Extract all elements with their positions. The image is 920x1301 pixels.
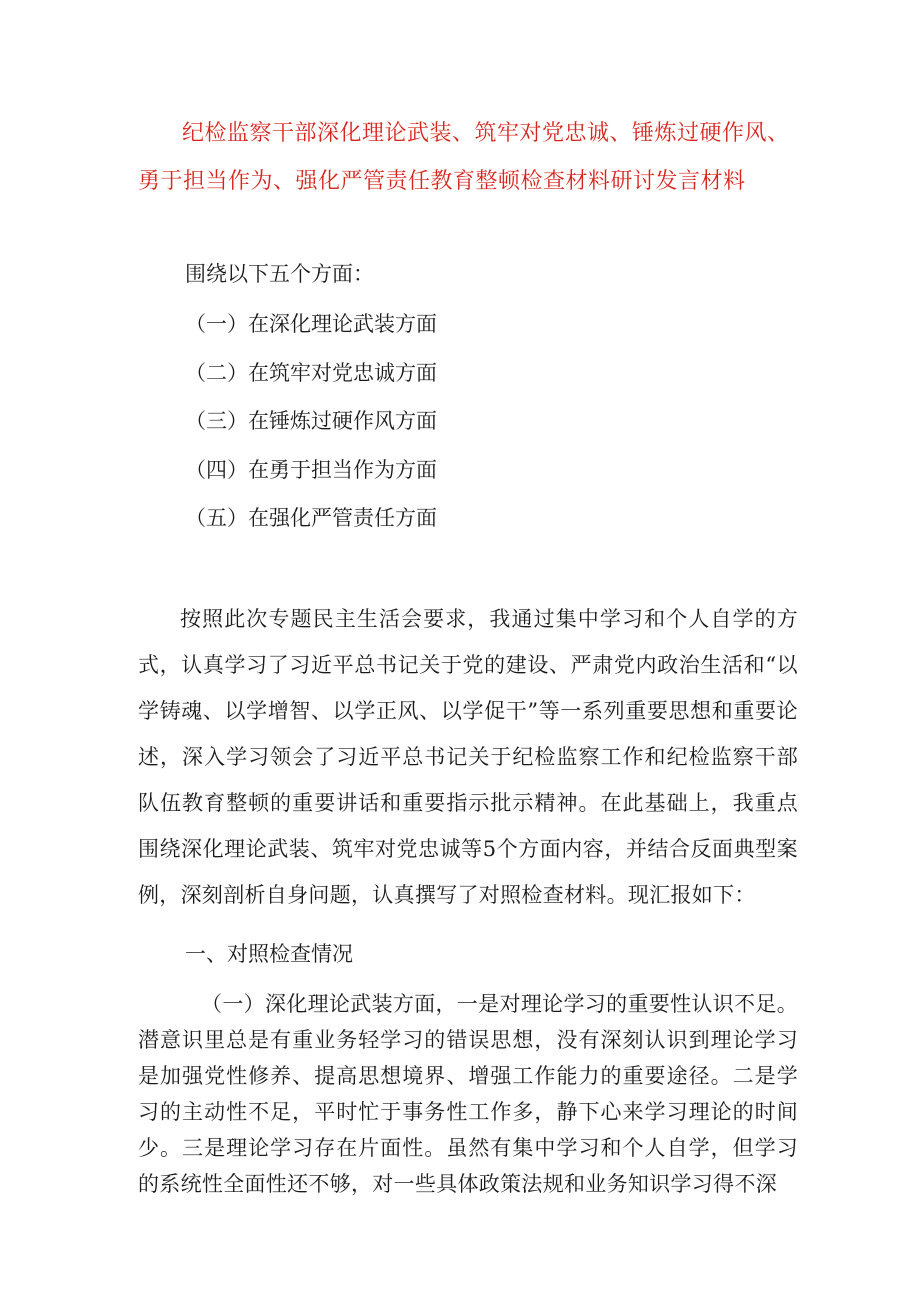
body-paragraph-2: （一）深化理论武装方面，一是对理论学习的重要性认识不足。潜意识里总是有重业务轻学习的错误思想，没有深刻认识到理论学习是加强党性修养、提高思想境界、增强工作能力的重要途径。二是学习的主动性不足，平时忙于事务性工作多，静下心来学习理论的时间少。三是理论学习存在片面性。虽然有集中学习和个人自学，但学习的系统性全面性还不够，对一些具体政策法规和业务知识学习得不深 — [138, 992, 798, 1196]
aspect-item: （三）在锤炼过硬作风方面 — [185, 409, 437, 433]
aspect-item: （一）在深化理论武装方面 — [185, 312, 437, 336]
body-paragraph-1: 按照此次专题民主生活会要求，我通过集中学习和个人自学的方式，认真学习了习近平总书记关于党的建设、严肃党内政治生活和“以学铸魂、以学增智、以学正风、以学促干”等一系列重要思想和重要论述，深入学习领会了习近平总书记关于纪检监察工作和纪检监察干部队伍教育整顿的重要讲话和重要指示批示精神。在此基础上，我重点围绕深化理论武装、筑牢对党忠诚等5个方面内容，并结合反面典型案例，深刻剖析自身问题，认真撰写了对照检查材料。现汇报如下： — [138, 607, 798, 907]
section-heading: 一、对照检查情况 — [185, 942, 353, 966]
aspect-item: （四）在勇于担当作为方面 — [185, 457, 437, 482]
aspect-item: （二）在筑牢对党忠诚方面 — [185, 360, 437, 385]
intro-line: 围绕以下五个方面： — [185, 262, 374, 286]
document-title: 纪检监察干部深化理论武装、筑牢对党忠诚、锤炼过硬作风、勇于担当作为、强化严管责任教育整顿检查材料研讨发言材料 — [138, 121, 790, 194]
aspects-list — [185, 306, 437, 549]
aspect-item: （五）在强化严管责任方面 — [185, 506, 437, 530]
